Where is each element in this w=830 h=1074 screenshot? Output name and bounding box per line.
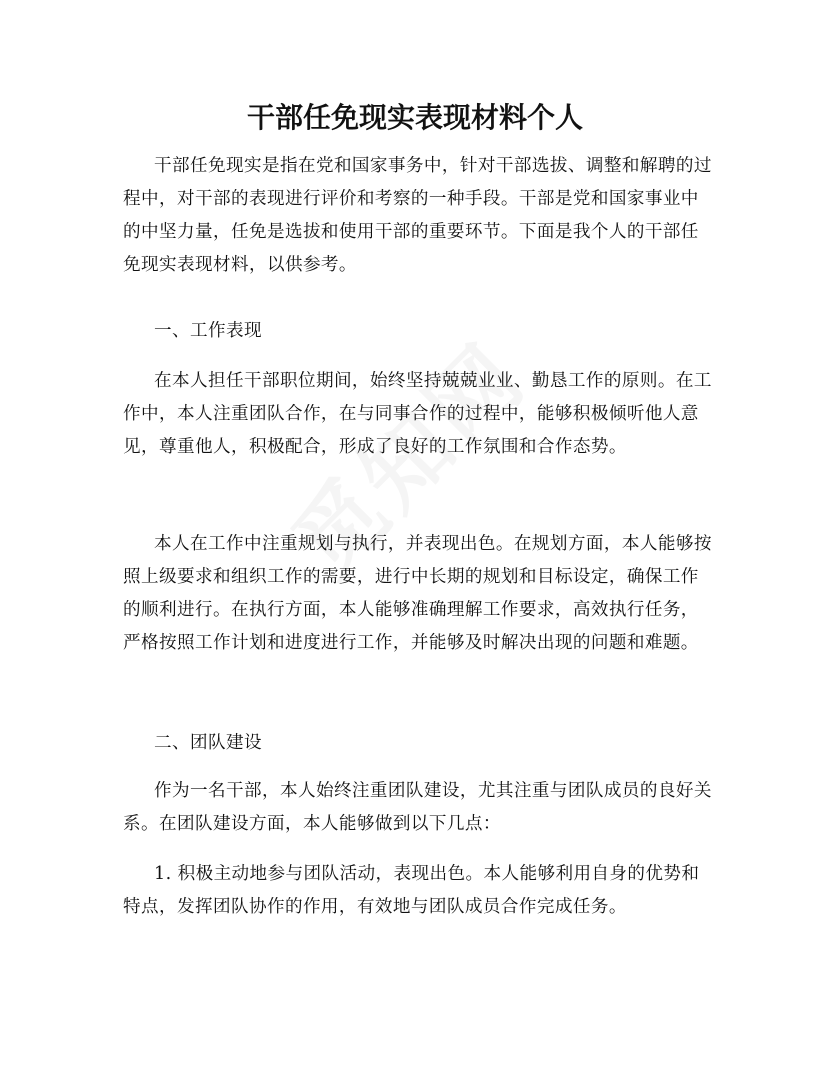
team-building-item-1: 1. 积极主动地参与团队活动，表现出色。本人能够利用自身的优势和特点，发挥团队协作的作用，有效地与团队成员合作完成任务。: [123, 864, 700, 917]
intro-paragraph: 干部任免现实是指在党和国家事务中，针对干部选拔、调整和解聘的过程中，对干部的表现进行评价和考察的一种手段。干部是党和国家事业中的中坚力量，任免是选拔和使用干部的重要环节。下面是我个人的干部任免现实表现材料，以供参考。: [123, 156, 712, 275]
work-performance-paragraph-2: 本人在工作中注重规划与执行，并表现出色。在规划方面，本人能够按照上级要求和组织工作的需要，进行中长期的规划和目标设定，确保工作的顺利进行。在执行方面，本人能够准确理解工作要求，高效执行任务，严格按照工作计划和进度进行工作，并能够及时解决出现的问题和难题。: [123, 534, 712, 653]
section-heading-team-building: 二、团队建设: [154, 733, 262, 753]
work-performance-paragraph-1: 在本人担任干部职位期间，始终坚持兢兢业业、勤恳工作的原则。在工作中，本人注重团队合作，在与同事合作的过程中，能够积极倾听他人意见，尊重他人，积极配合，形成了良好的工作氛围和合作态势。: [123, 371, 712, 457]
section-heading-work-performance: 一、工作表现: [154, 321, 262, 341]
team-building-paragraph: 作为一名干部，本人始终注重团队建设，尤其注重与团队成员的良好关系。在团队建设方面，本人能够做到以下几点：: [123, 781, 712, 834]
document-title: 干部任免现实表现材料个人: [246, 101, 583, 134]
